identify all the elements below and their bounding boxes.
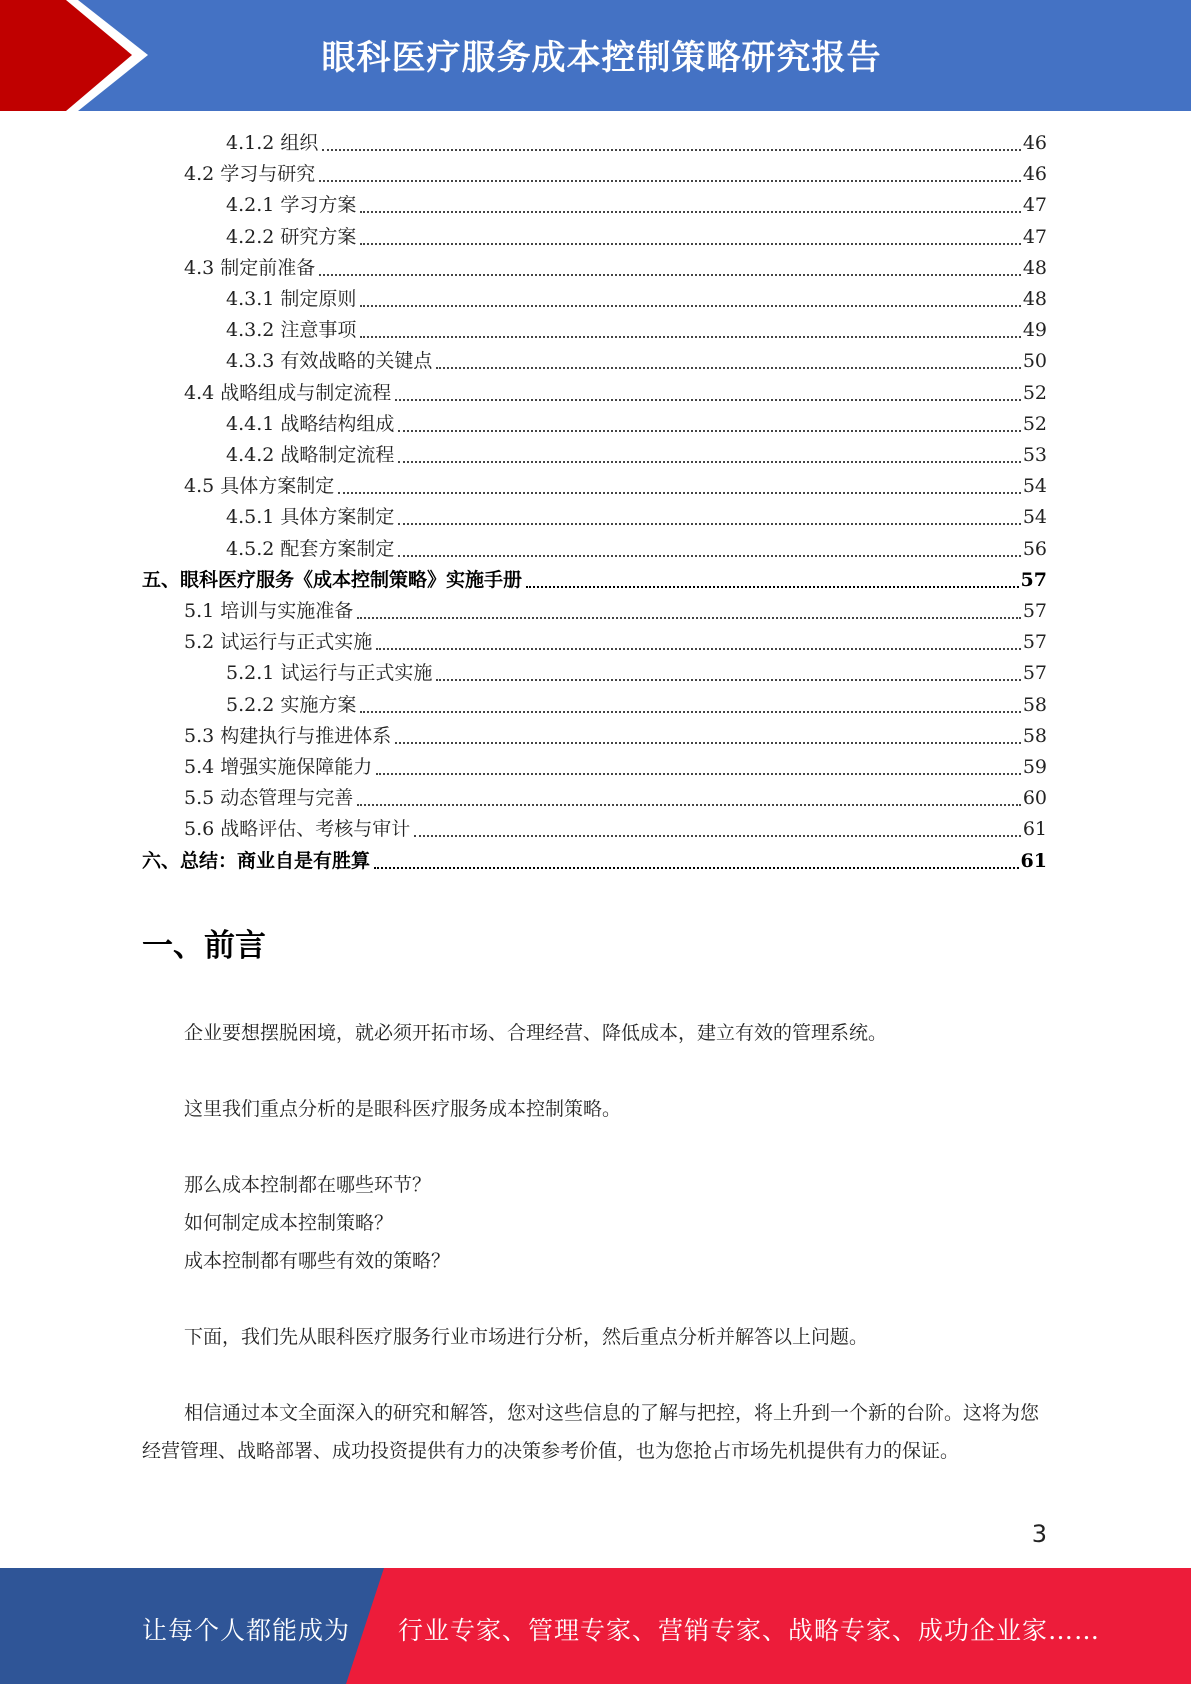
paragraph: 那么成本控制都在哪些环节？	[184, 1174, 432, 1196]
toc-entry[interactable]	[226, 500, 1047, 530]
toc-leader-dots	[360, 305, 1020, 307]
toc-leader-dots	[398, 461, 1020, 463]
page-header	[0, 0, 1191, 111]
toc-leader-dots	[360, 211, 1020, 213]
report-title: 眼科医疗服务成本控制策略研究报告	[321, 38, 882, 78]
toc-leader-dots	[398, 555, 1020, 557]
toc-entry[interactable]	[226, 532, 1047, 562]
toc-entry[interactable]	[226, 220, 1047, 250]
toc-entry[interactable]	[226, 188, 1047, 218]
toc-entry-title: 4.2.1 学习方案	[226, 194, 357, 217]
toc-entry[interactable]	[184, 157, 1047, 187]
toc-entry[interactable]	[184, 812, 1047, 842]
toc-entry-page: 60	[1022, 787, 1047, 810]
toc-leader-dots	[436, 367, 1020, 369]
toc-entry-title: 五、眼科医疗服务《成本控制策略》实施手册	[142, 568, 523, 591]
toc-entry[interactable]	[226, 438, 1047, 468]
toc-entry-page: 49	[1022, 319, 1047, 342]
toc-entry-title: 5.3 构建执行与推进体系	[184, 724, 392, 747]
toc-entry-page: 56	[1022, 537, 1047, 560]
page-footer	[0, 1568, 1191, 1684]
toc-entry[interactable]	[184, 594, 1047, 624]
toc-entry-title: 5.2 试运行与正式实施	[184, 631, 373, 654]
toc-entry-page: 54	[1022, 506, 1047, 529]
toc-entry-title: 4.5.2 配套方案制定	[226, 537, 395, 560]
toc-entry-title: 4.5.1 具体方案制定	[226, 506, 395, 529]
toc-entry-title: 4.3.1 制定原则	[226, 288, 357, 310]
toc-leader-dots	[398, 523, 1020, 525]
toc-entry-title: 5.2.2 实施方案	[226, 693, 357, 716]
toc-entry-title: 5.5 动态管理与完善	[184, 787, 354, 810]
toc-entry[interactable]	[142, 844, 1047, 874]
toc-entry-title: 4.3 制定前准备	[184, 256, 316, 279]
toc-entry-page: 61	[1020, 849, 1047, 872]
toc-leader-dots	[319, 274, 1021, 276]
toc-entry[interactable]	[226, 126, 1047, 156]
toc-entry-page: 54	[1022, 475, 1047, 498]
toc-entry-page: 61	[1022, 818, 1047, 841]
toc-entry[interactable]	[226, 656, 1047, 686]
toc-entry[interactable]	[226, 282, 1047, 312]
toc-entry-title: 4.4.1 战略结构组成	[226, 412, 395, 435]
toc-leader-dots	[526, 586, 1019, 588]
footer-slogan-left: 让每个人都能成为	[142, 1616, 351, 1645]
toc-leader-dots	[360, 243, 1020, 245]
toc-entry-page: 57	[1022, 662, 1047, 685]
toc-leader-dots	[360, 711, 1020, 713]
toc-entry-page: 57	[1020, 568, 1047, 591]
toc-entry[interactable]	[184, 750, 1047, 780]
section-heading: 一、前言	[142, 928, 266, 964]
paragraph: 企业要想摆脱困境，就必须开拓市场、合理经营、降低成本，建立有效的管理系统。	[184, 1022, 888, 1044]
toc-leader-dots	[376, 773, 1021, 775]
toc-entry[interactable]	[184, 469, 1047, 499]
toc-entry[interactable]	[226, 688, 1047, 718]
toc-entry-page: 52	[1022, 412, 1047, 435]
toc-leader-dots	[322, 149, 1020, 151]
toc-entry[interactable]	[226, 344, 1047, 374]
toc-entry-title: 4.1.2 组织	[226, 132, 319, 154]
toc-entry-page: 57	[1022, 600, 1047, 622]
toc-entry[interactable]	[226, 407, 1047, 437]
toc-entry-title: 4.3.2 注意事项	[226, 319, 357, 342]
paragraph: 成本控制都有哪些有效的策略？	[184, 1250, 451, 1272]
paragraph: 下面，我们先从眼科医疗服务行业市场进行分析，然后重点分析并解答以上问题。	[184, 1326, 869, 1348]
toc-entry[interactable]	[226, 313, 1047, 343]
toc-leader-dots	[395, 399, 1021, 401]
toc-entry-page: 46	[1022, 163, 1047, 186]
toc-entry-title: 4.5 具体方案制定	[184, 475, 335, 498]
toc-entry-title: 5.1 培训与实施准备	[184, 600, 354, 622]
toc-entry[interactable]	[142, 563, 1047, 593]
toc-leader-dots	[357, 804, 1021, 806]
toc-entry-title: 4.4.2 战略制定流程	[226, 444, 395, 466]
toc-entry-page: 48	[1022, 256, 1047, 279]
toc-entry[interactable]	[184, 719, 1047, 749]
toc-entry[interactable]	[184, 251, 1047, 281]
toc-entry[interactable]	[184, 625, 1047, 655]
toc-entry-page: 52	[1022, 381, 1047, 404]
toc-entry-title: 5.2.1 试运行与正式实施	[226, 662, 433, 685]
toc-entry-page: 47	[1022, 225, 1047, 248]
toc-entry-page: 57	[1022, 631, 1047, 654]
page-number: 3	[1031, 1520, 1047, 1548]
toc-entry-title: 5.6 战略评估、考核与审计	[184, 818, 411, 841]
toc-leader-dots	[357, 617, 1021, 619]
toc-entry-title: 4.2 学习与研究	[184, 163, 316, 186]
toc-leader-dots	[414, 835, 1021, 837]
paragraph: 如何制定成本控制策略？	[184, 1212, 394, 1234]
toc-entry-title: 六、总结：商业自是有胜算	[142, 849, 371, 872]
toc-entry-title: 4.3.3 有效战略的关键点	[226, 350, 433, 373]
toc-entry-page: 59	[1022, 756, 1047, 778]
toc-entry-page: 58	[1022, 724, 1047, 747]
footer-slogan-right: 行业专家、管理专家、营销专家、战略专家、成功企业家……	[398, 1616, 1101, 1645]
toc-entry-page: 50	[1022, 350, 1047, 373]
toc-entry[interactable]	[184, 781, 1047, 811]
toc-leader-dots	[338, 492, 1021, 494]
toc-leader-dots	[319, 180, 1021, 182]
toc-entry-page: 58	[1022, 693, 1047, 716]
toc-entry-page: 48	[1022, 288, 1047, 310]
paragraph: 这里我们重点分析的是眼科医疗服务成本控制策略。	[184, 1098, 622, 1120]
toc-leader-dots	[398, 430, 1020, 432]
toc-entry-title: 4.2.2 研究方案	[226, 225, 357, 248]
toc-entry-title: 5.4 增强实施保障能力	[184, 756, 373, 778]
toc-entry-page: 53	[1022, 444, 1047, 466]
toc-entry-page: 46	[1022, 132, 1047, 154]
toc-entry[interactable]	[184, 376, 1047, 406]
toc-leader-dots	[436, 679, 1020, 681]
paragraph: 相信通过本文全面深入的研究和解答，您对这些信息的了解与把控，将上升到一个新的台阶。这将为您经营管理、战略部署、成功投资提供有力的决策参考价值，也为您抢占市场先机提供有力的保证。	[142, 1402, 1040, 1462]
toc-leader-dots	[376, 648, 1021, 650]
toc-entry-page: 47	[1022, 194, 1047, 217]
toc-leader-dots	[395, 742, 1021, 744]
toc-leader-dots	[374, 867, 1019, 869]
toc-leader-dots	[360, 336, 1020, 338]
toc-entry-title: 4.4 战略组成与制定流程	[184, 381, 392, 404]
